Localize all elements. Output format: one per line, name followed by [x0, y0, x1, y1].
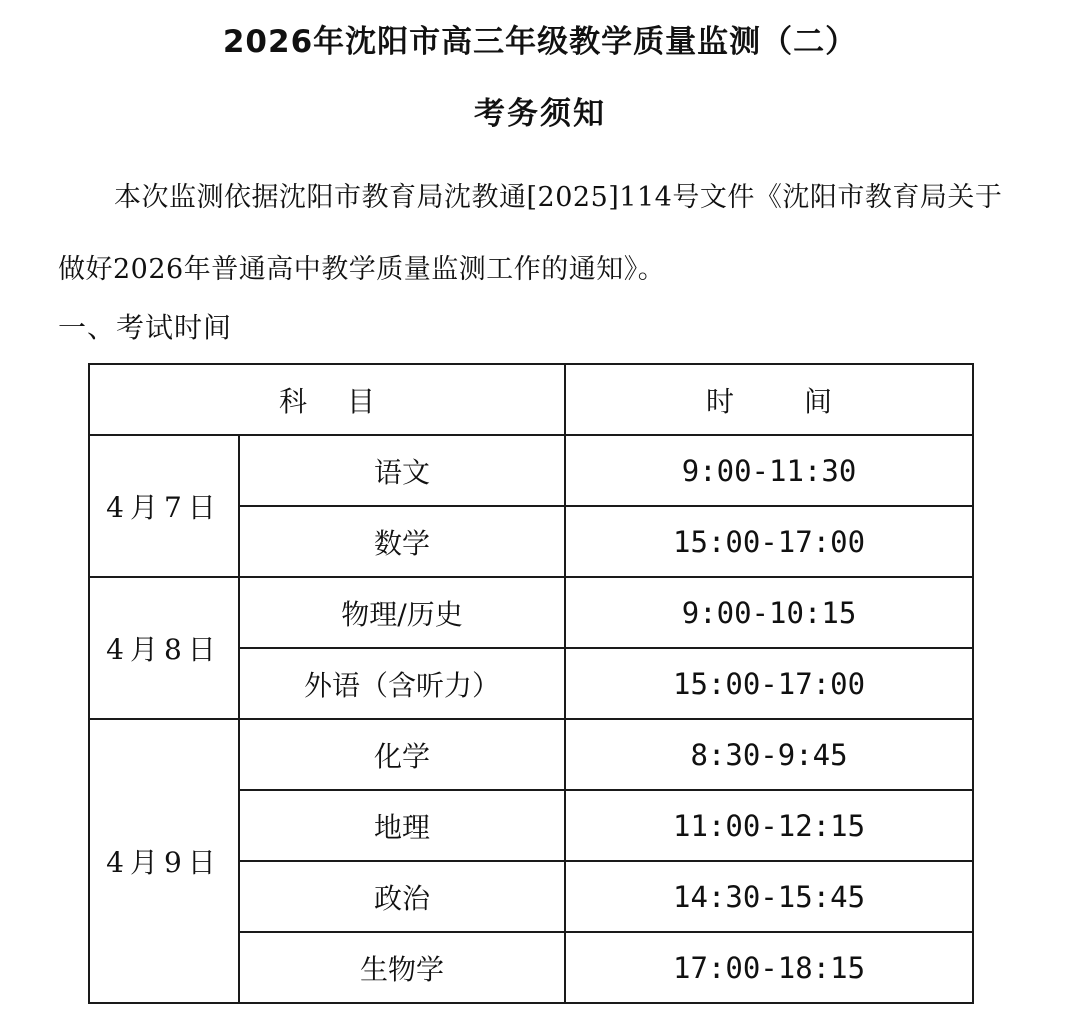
header-subject: 科目 — [89, 364, 565, 435]
table-row — [89, 435, 973, 506]
intro-paragraph: 本次监测依据沈阳市教育局沈教通[2025]114号文件《沈阳市教育局关于做好2026年普通高中教学质量监测工作的通知》。 — [58, 182, 1003, 285]
time-cell: 9:00-10:15 — [565, 577, 973, 648]
time-cell: 17:00-18:15 — [565, 932, 973, 1003]
time-cell: 14:30-15:45 — [565, 861, 973, 932]
table-row — [89, 719, 973, 790]
subject-cell: 地理 — [239, 790, 565, 861]
header-time: 时间 — [565, 364, 973, 435]
subject-cell: 数学 — [239, 506, 565, 577]
exam-schedule-table — [88, 363, 974, 1004]
subject-cell: 语文 — [239, 435, 565, 506]
subject-cell: 物理/历史 — [239, 577, 565, 648]
subject-cell: 外语（含听力） — [239, 648, 565, 719]
subject-cell: 生物学 — [239, 932, 565, 1003]
time-cell: 9:00-11:30 — [565, 435, 973, 506]
document-subtitle: 考务须知 — [474, 96, 606, 132]
date-cell: 4月9日 — [89, 719, 239, 1003]
table-row — [89, 577, 973, 648]
time-cell: 15:00-17:00 — [565, 648, 973, 719]
document-title: 2026年沈阳市高三年级教学质量监测（二） — [222, 24, 858, 60]
time-cell: 11:00-12:15 — [565, 790, 973, 861]
subject-cell: 政治 — [239, 861, 565, 932]
time-cell: 15:00-17:00 — [565, 506, 973, 577]
date-cell: 4月7日 — [89, 435, 239, 577]
table-header-row — [89, 364, 973, 435]
subject-cell: 化学 — [239, 719, 565, 790]
time-cell: 8:30-9:45 — [565, 719, 973, 790]
date-cell: 4月8日 — [89, 577, 239, 719]
section-heading-exam-time: 一、考试时间 — [58, 311, 233, 344]
